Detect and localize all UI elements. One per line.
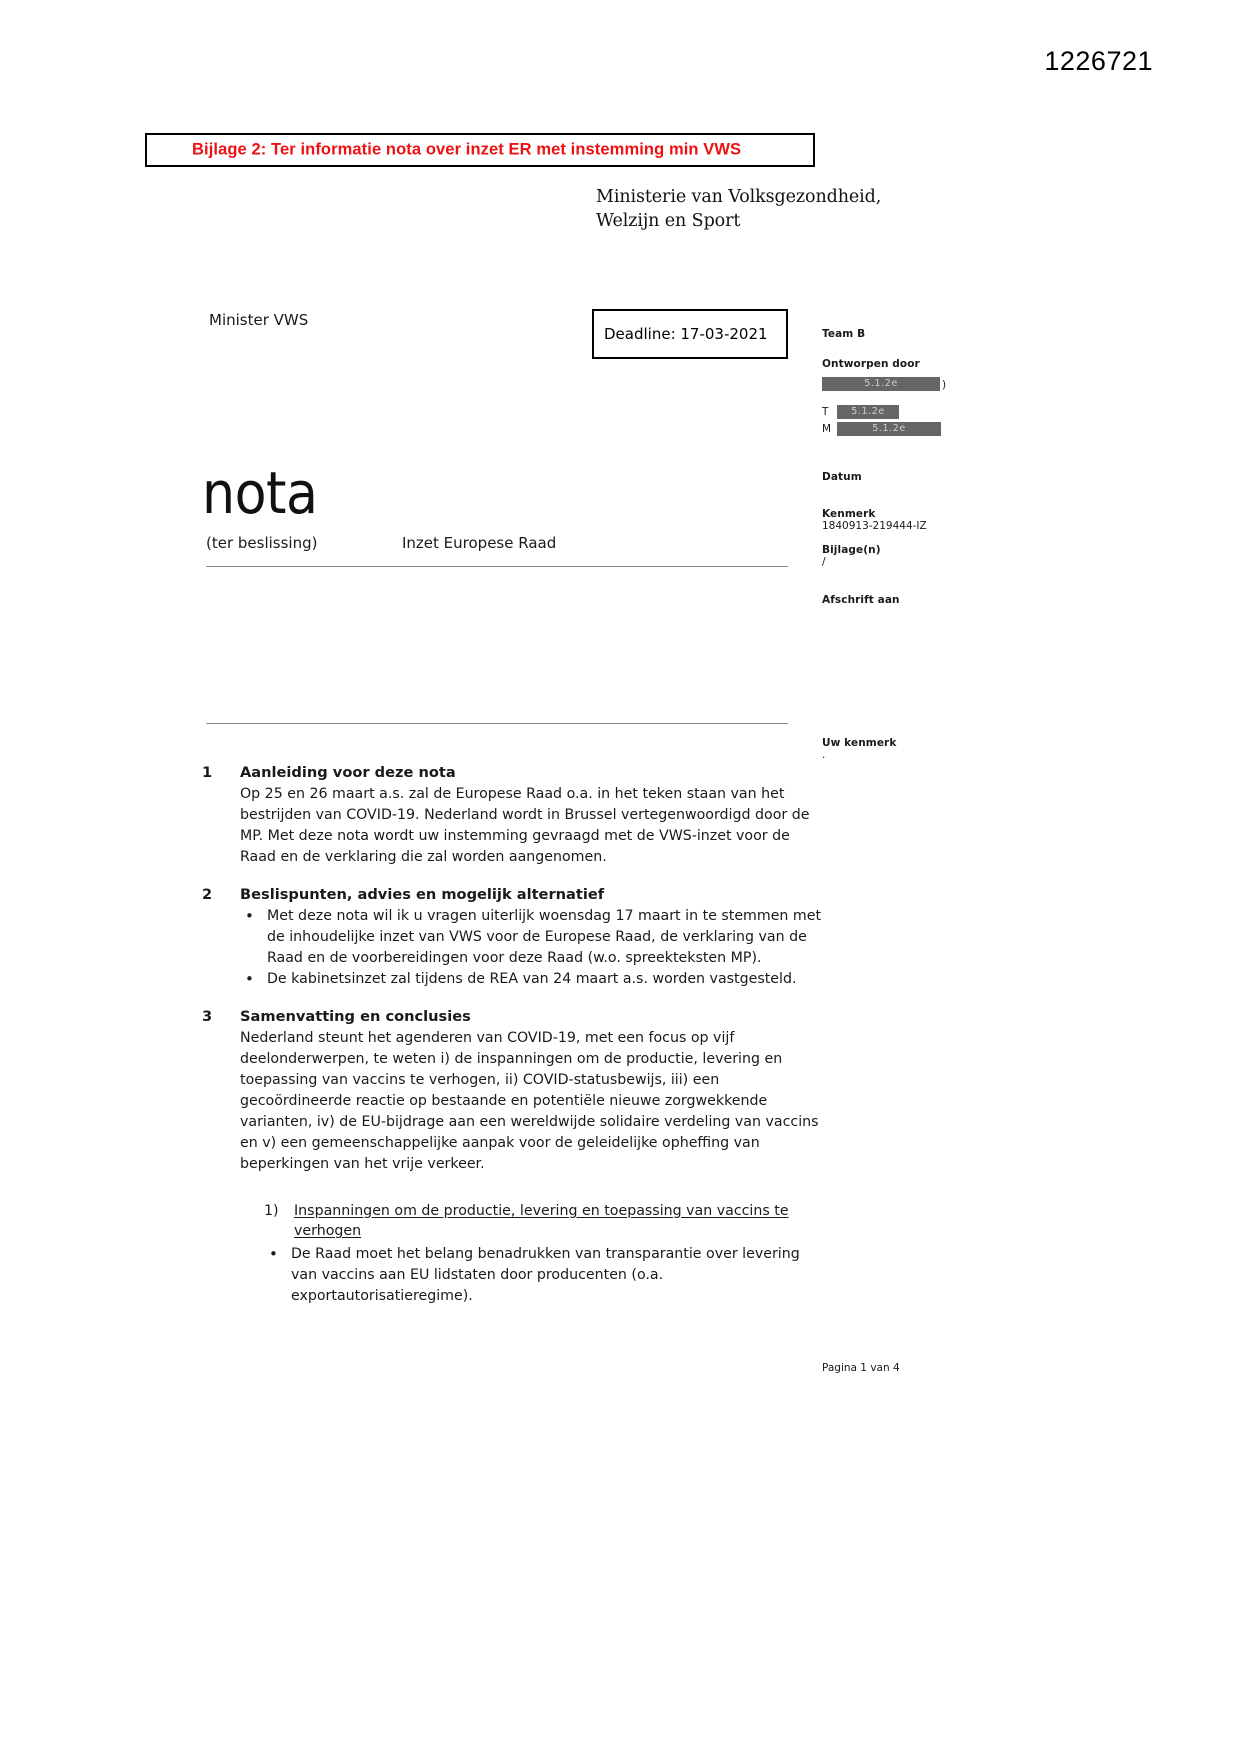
section-1-paragraph: Op 25 en 26 maart a.s. zal de Europese Raad o.a. in het teken staan van het bestrijden van COVID-19. Nederland wordt in Brussel vertegenwoordigd door de MP. Met deze nota wordt uw instemming gevraagd met de VWS-inzet voor de Raad en de verklaring die zal worden aangenomen. bbox=[240, 786, 810, 865]
meta-afschrift-label: Afschrift aan bbox=[822, 594, 900, 606]
document-body bbox=[202, 762, 822, 1322]
meta-afschrift bbox=[822, 594, 1062, 606]
list-item: • De kabinetsinzet zal tijdens de REA van 24 maart a.s. worden vastgesteld. bbox=[240, 969, 822, 990]
section-3-paragraph: Nederland steunt het agenderen van COVID-19, met een focus op vijf deelonderwerpen, te weten i) de inspanningen om de productie, levering en toepassing van vaccins te verhogen, ii) COVID-statusbewijs, iii) een gecoördineerde reactie op bestaande en potentiële nieuwe zorgwekkende varianten, iv) de EU-bijdrage aan een wereldwijde solidaire verdeling van vaccins en v) een gemeenschappelijke aanpak voor de geleidelijke opheffing van beperkingen van het vrije verkeer. bbox=[240, 1030, 819, 1172]
section-2-heading bbox=[202, 884, 822, 905]
meta-uw-kenmerk-value: . bbox=[822, 749, 826, 761]
section-2-number: 2 bbox=[202, 885, 213, 903]
subsection-1 bbox=[264, 1201, 822, 1242]
meta-kenmerk bbox=[822, 508, 1062, 532]
section-2-bullet-list bbox=[240, 906, 822, 991]
list-item: • Met deze nota wil ik u vragen uiterlijk woensdag 17 maart in te stemmen met de inhoudelijke inzet van VWS voor de Europese Raad, de verklaring van de Raad en de voorbereidingen voor deze Raad (w.o. spreekteksten MP). bbox=[240, 906, 822, 969]
section-2-title: Beslispunten, advies en mogelijk alternatief bbox=[240, 885, 605, 903]
redaction-mobile: 5.1.2e bbox=[837, 422, 941, 436]
meta-uw-kenmerk bbox=[822, 737, 1062, 761]
annotation-banner-text: Bijlage 2: Ter informatie nota over inzet ER met instemming min VWS bbox=[192, 140, 742, 159]
section-1-number: 1 bbox=[202, 764, 213, 781]
divider-top bbox=[206, 566, 788, 567]
redaction-ontworpen: 5.1.2e bbox=[822, 377, 940, 391]
meta-telephone-row bbox=[822, 404, 1062, 419]
meta-telephone-key: T bbox=[822, 405, 829, 418]
section-2 bbox=[202, 884, 822, 991]
section-3-title: Samenvatting en conclusies bbox=[240, 1008, 471, 1026]
section-3-number: 3 bbox=[202, 1008, 213, 1026]
document-kind: (ter beslissing) bbox=[206, 534, 318, 552]
section-1-title: Aanleiding voor deze nota bbox=[240, 764, 456, 781]
deadline-box bbox=[592, 309, 788, 359]
meta-ontworpen-label: Ontworpen door bbox=[822, 358, 920, 370]
meta-ontworpen-door bbox=[822, 358, 1062, 392]
section-3 bbox=[202, 1006, 822, 1306]
meta-bijlagen-label: Bijlage(n) bbox=[822, 544, 881, 556]
subsection-1-heading bbox=[264, 1201, 822, 1242]
ministry-wordmark-line2: Welzijn en Sport bbox=[596, 210, 741, 231]
meta-datum-label: Datum bbox=[822, 471, 862, 483]
meta-team-label: Team B bbox=[822, 328, 866, 340]
section-1-heading bbox=[202, 762, 822, 783]
subsection-1-number: 1) bbox=[264, 1202, 279, 1219]
section-3-heading bbox=[202, 1006, 822, 1027]
document-number: 1226721 bbox=[1044, 46, 1153, 76]
ministry-wordmark-line1: Ministerie van Volksgezondheid, bbox=[596, 187, 882, 207]
ministry-wordmark bbox=[596, 186, 881, 233]
meta-contact bbox=[822, 404, 1062, 436]
page-footer: Pagina 1 van 4 bbox=[822, 1362, 900, 1374]
divider-bottom bbox=[206, 723, 788, 724]
page-title: nota bbox=[202, 459, 318, 527]
meta-team bbox=[822, 328, 1062, 340]
addressee: Minister VWS bbox=[209, 311, 309, 329]
redaction-telephone: 5.1.2e bbox=[837, 405, 899, 419]
meta-bijlagen bbox=[822, 544, 1062, 568]
meta-mobile-key: M bbox=[822, 422, 832, 435]
annotation-banner bbox=[145, 133, 815, 167]
meta-kenmerk-value: 1840913-219444-IZ bbox=[822, 520, 927, 532]
meta-bijlagen-value: / bbox=[822, 556, 826, 568]
meta-datum bbox=[822, 471, 1062, 483]
section-1 bbox=[202, 762, 822, 868]
document-subject: Inzet Europese Raad bbox=[402, 534, 557, 552]
subtitle-row bbox=[206, 534, 788, 562]
meta-uw-kenmerk-label: Uw kenmerk bbox=[822, 737, 897, 749]
deadline-text: Deadline: 17-03-2021 bbox=[604, 325, 768, 343]
list-item: • De Raad moet het belang benadrukken van transparantie over levering van vaccins aan EU lidstaten door producenten (o.a. exportautorisatieregime). bbox=[264, 1244, 822, 1307]
meta-kenmerk-label: Kenmerk bbox=[822, 508, 876, 520]
meta-ontworpen-paren: ) bbox=[942, 379, 947, 391]
subsection-1-title: Inspanningen om de productie, levering en toepassing van vaccins te verhogen bbox=[294, 1202, 789, 1240]
meta-mobile-row bbox=[822, 421, 1062, 436]
subsection-1-bullet-list bbox=[264, 1244, 822, 1307]
